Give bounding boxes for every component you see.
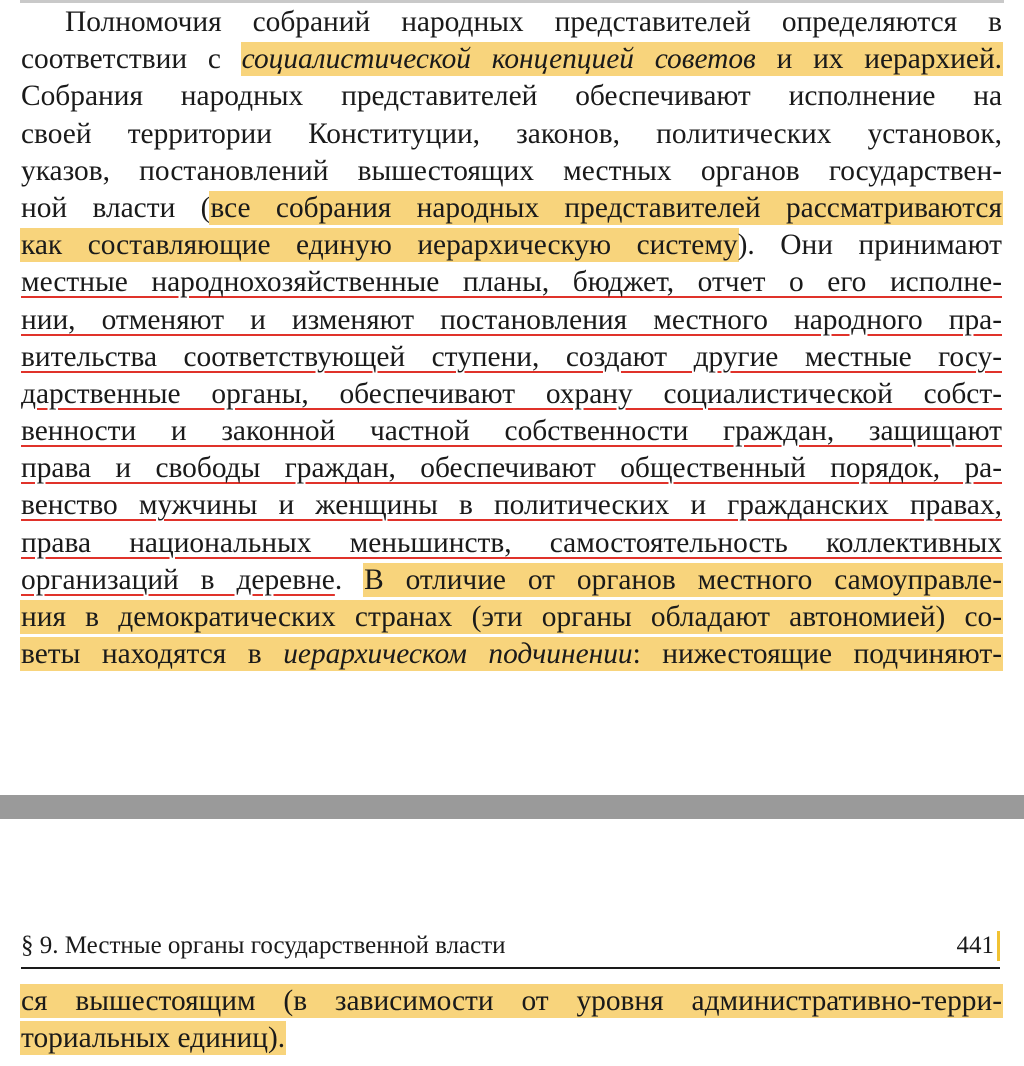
text-line: Собрания народных представителей обеспечивают исполнение на (21, 80, 1002, 113)
highlight: ния в демократических странах (эти органы обладают автономией) со- (21, 601, 1002, 633)
highlight: веты находятся в (21, 638, 284, 671)
highlight-marker (997, 931, 1000, 961)
highlight: : нижестоящие подчиняют- (632, 638, 1002, 671)
section-title: § 9. Местные органы государственной власти (21, 932, 506, 959)
underlined-line: нии, отменяют и изменяют постановления местного народного пра- (21, 303, 1002, 336)
highlight: и их иерархией. (755, 43, 1003, 76)
text-line: соответствии с социалистической концепцией советов и их иерархией. (21, 43, 1003, 76)
body-text-continued (21, 983, 1002, 1057)
text-line (21, 983, 1002, 1020)
underlined-phrase: организаций в деревне (21, 563, 335, 596)
text-line: Полномочия собраний народных представителей определяются в (65, 6, 1002, 38)
highlight: иерархическом подчинении (283, 638, 633, 671)
highlight: ся вышестоящим (в зависимости от уровня административно-терри- (21, 985, 1002, 1017)
underlined-line: права и свободы граждан, обеспечивают общественный порядок, ра- (21, 452, 1002, 485)
text-line: ной власти (все собрания народных представителей рассматриваются (21, 191, 1002, 224)
running-head (21, 927, 1000, 969)
text-line: своей территории Конституции, законов, политических установок, (21, 117, 1002, 150)
page-separator (0, 795, 1024, 819)
highlight: ториальных единиц). (21, 1022, 286, 1055)
previous-line-cut (20, 0, 1004, 3)
text-line (21, 1020, 1002, 1057)
text-line: организаций в деревне. В отличие от органов местного самоуправле- (21, 563, 1002, 596)
text-line: указов, постановлений вышестоящих местных органов государствен- (21, 154, 1002, 187)
page-number: 441 (956, 932, 994, 959)
underlined-line: дарственные органы, обеспечивают охрану социалистической собст- (21, 377, 1002, 410)
underlined-line: венности и законной частной собственности граждан, защищают (21, 415, 1002, 448)
body-text (21, 4, 1002, 673)
underlined-line: местные народнохозяйственные планы, бюджет, отчет о его исполне- (21, 266, 1002, 299)
highlight: все собрания народных представителей рассматриваются (210, 191, 1002, 224)
underlined-line: венство мужчины и женщины в политических и гражданских правах, (21, 489, 1002, 522)
underlined-line: права национальных меньшинств, самостоятельность коллективных (21, 526, 1002, 559)
highlight: как составляющие единую иерархическую систему (21, 229, 738, 262)
highlight: социалистической концепцией советов (241, 43, 756, 76)
text-line (21, 599, 1002, 636)
underlined-line: вительства соответствующей ступени, создают другие местные госу- (21, 340, 1002, 373)
text-line (21, 636, 1002, 673)
page-bottom (0, 819, 1024, 1066)
highlight: В отличие от органов местного самоуправле- (364, 563, 1002, 596)
text-line: как составляющие единую иерархическую систему). Они принимают (21, 229, 1002, 262)
